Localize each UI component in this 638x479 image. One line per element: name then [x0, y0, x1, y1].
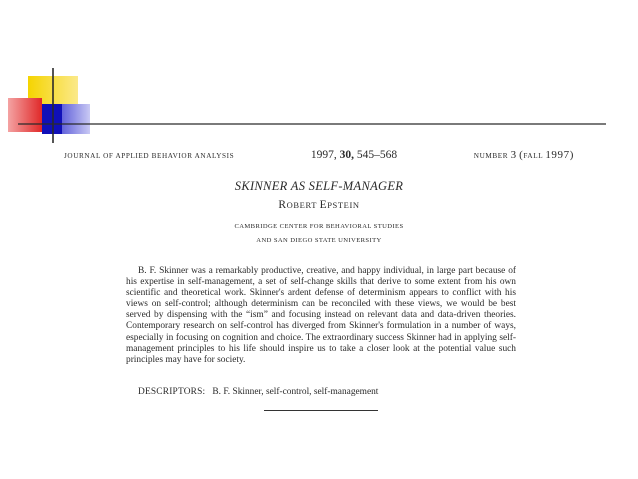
- journal-citation-line: [64, 149, 574, 161]
- author-last-rest: PSTEIN: [327, 200, 360, 210]
- season-open: (: [519, 149, 524, 161]
- decorative-header-graphic: [0, 0, 638, 160]
- journal-name: JOURNAL OF APPLIED BEHAVIOR ANALYSIS: [64, 152, 235, 160]
- descriptors-label: DESCRIPTORS:: [138, 387, 206, 397]
- author-name: [0, 199, 638, 211]
- blue-square-inner: [42, 104, 62, 134]
- author-last-initial: E: [319, 199, 328, 211]
- descriptors: [138, 387, 518, 398]
- descriptors-list: B. F. Skinner, self-control, self-management: [212, 387, 379, 397]
- season-year: 1997): [545, 149, 574, 161]
- author-first-rest: OBERT: [286, 200, 317, 210]
- article-title: SKINNER AS SELF-MANAGER: [234, 179, 404, 193]
- citation-pages: 545–568: [356, 149, 398, 161]
- affiliation-line-1: CAMBRIDGE CENTER FOR BEHAVIORAL STUDIES: [234, 223, 404, 230]
- citation: [311, 149, 397, 161]
- red-square: [8, 98, 42, 132]
- citation-volume: 30,: [339, 149, 355, 161]
- issue-info: [474, 149, 574, 161]
- season-label: FALL: [523, 152, 543, 160]
- number-label: NUMBER: [473, 152, 509, 160]
- citation-year: 1997,: [310, 149, 337, 161]
- affiliation-line-2: AND SAN DIEGO STATE UNIVERSITY: [256, 237, 382, 244]
- author-first-initial: R: [278, 199, 287, 211]
- abstract-paragraph: B. F. Skinner was a remarkably productive, creative, and happy individual, in large part because of his expertise in self-management, a set of self-change skills that derive to some extent from his own scientific and theoretical work. Skinner's ardent defense of determinism appears to conflict with his views on self-control; although determinism can be reconciled with these views, we would be best served by dispensing with the “ism” and focusing instead on relevant data and data-driven theories. Contemporary research on self-control has diverged from Skinner's formulation in a number of ways, especially in focusing on cognition and choice. The extraordinary success Skinner had in applying self-management principles to his life should inspire us to take a closer look at the potential value such principles may have for society.: [126, 266, 516, 365]
- issue-number: 3: [510, 149, 517, 161]
- footnote-rule: [264, 410, 378, 411]
